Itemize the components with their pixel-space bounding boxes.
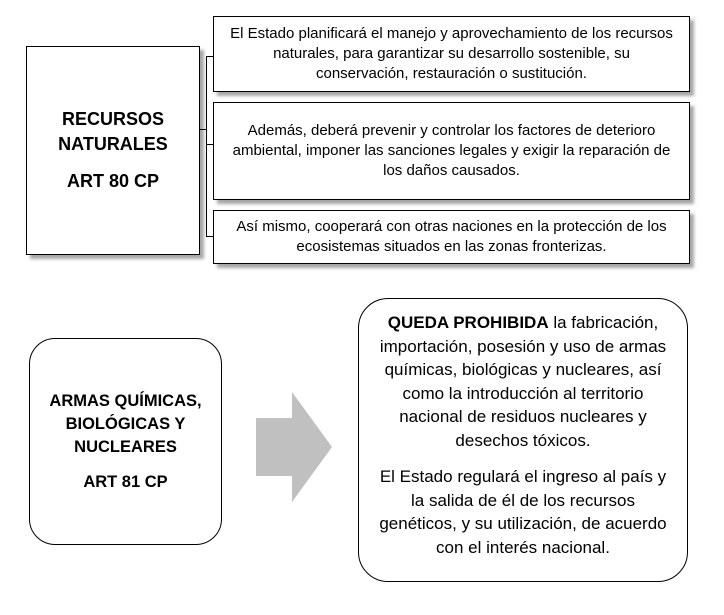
- recursos-naturales-box: [26, 46, 200, 255]
- box-title-line: BIOLÓGICAS Y: [65, 414, 186, 433]
- bracket-connector: [206, 56, 207, 236]
- box-title-line: NUCLEARES: [74, 437, 177, 456]
- text-box-content: El Estado planificará el manejo y aprovechamiento de los recursos naturales, para garantizar su desarrollo sostenible, su conservación, restauración o sustitución.: [230, 25, 673, 82]
- right-arrow-icon: [256, 392, 332, 502]
- paragraph-1: [375, 311, 671, 452]
- article-label: ART 81 CP: [83, 472, 168, 491]
- box-title-line: RECURSOS: [61, 109, 164, 129]
- box-title-line: ARMAS QUÍMICAS,: [49, 391, 202, 410]
- text-box-2: [213, 102, 690, 200]
- text-box-3: [213, 210, 690, 264]
- armas-box: [29, 338, 222, 545]
- paragraph-text: la fabricación, importación, posesión y uso de armas químicas, biológicas y nucleares, así como la introducción al territorio nacional de residuos nucleares y desechos tóxicos.: [379, 313, 667, 450]
- connector-stem: [200, 129, 207, 130]
- paragraph-2: El Estado regulará el ingreso al país y la salida de él de los recursos genéticos, y su utilización, de acuerdo con el interés nacional.: [379, 467, 667, 557]
- text-box-content: Así mismo, cooperará con otras naciones en la protección de los ecosistemas situados en las zonas fronterizas.: [236, 218, 667, 255]
- box-title-line: NATURALES: [58, 134, 168, 154]
- text-box-1: [213, 16, 690, 92]
- prohibicion-box: [358, 298, 688, 582]
- emphasis-text: QUEDA PROHIBIDA: [387, 313, 549, 332]
- text-box-content: Además, deberá prevenir y controlar los factores de deterioro ambiental, imponer las sanciones legales y exigir la reparación de los daños causados.: [232, 122, 671, 179]
- article-label: ART 80 CP: [66, 171, 160, 191]
